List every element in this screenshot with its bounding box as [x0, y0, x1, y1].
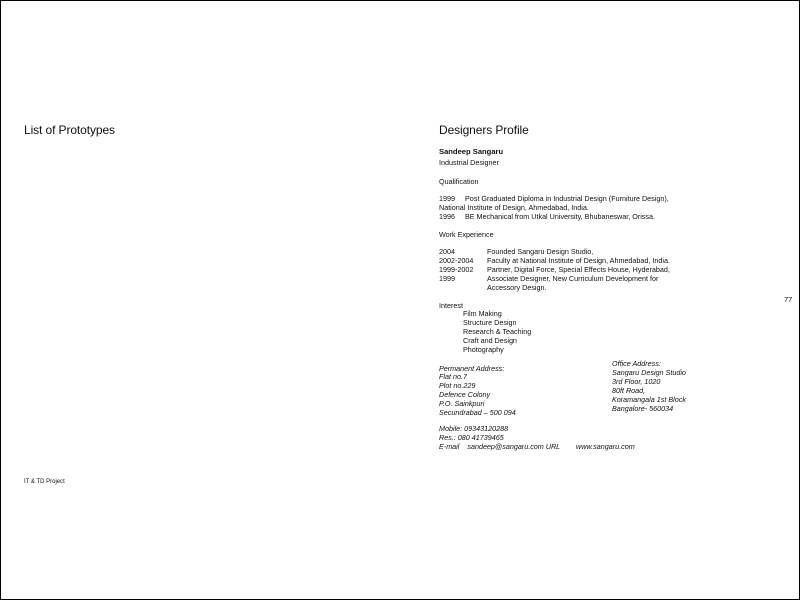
interest-heading: Interest [439, 301, 463, 310]
interest-item: Craft and Design [463, 336, 517, 345]
experience-text: Partner, Digital Force, Special Effects House, Hyderabad, [487, 265, 670, 274]
interest-list [439, 309, 531, 354]
experience-text: Associate Designer, New Curriculum Development for [487, 274, 659, 283]
interest-item: Research & Teaching [463, 327, 532, 336]
left-page-title: List of Prototypes [24, 123, 115, 137]
address-line: Koramangala 1st Block [612, 395, 686, 404]
experience-years: 2004 [439, 247, 455, 256]
right-page-title: Designers Profile [439, 123, 529, 137]
address-line: Secundrabad – 500 094 [439, 408, 516, 417]
qualification-list [439, 194, 669, 221]
contact-info [439, 424, 635, 451]
address-line: 3rd Floor, 1020 [612, 377, 661, 386]
experience-years: 1999-2002 [439, 265, 474, 274]
experience-text: Founded Sangaru Design Studio, [487, 247, 594, 256]
permanent-address [439, 372, 516, 417]
experience-item [439, 283, 679, 292]
experience-years: 2002-2004 [439, 256, 474, 265]
address-line: Plot no.229 [439, 381, 476, 390]
experience-years: 1999 [439, 274, 455, 283]
left-page-footer: IT & TD Project [24, 479, 65, 485]
address-line: Defence Colony [439, 390, 491, 399]
office-address-heading: Office Address: [612, 359, 661, 368]
address-line: P.O. Sainkpuri [439, 399, 485, 408]
address-line: Sangaru Design Studio [612, 368, 686, 377]
experience-item [439, 247, 679, 256]
interest-item: Structure Design [463, 318, 517, 327]
qualification-heading: Qualification [439, 177, 479, 186]
permanent-address-heading: Permanent Address: [439, 364, 505, 373]
qualification-line: 1999 Post Graduated Diploma in Industrial Design (Furniture Design), [439, 194, 669, 203]
experience-text: Faculty at National Institute of Design, Ahmedabad, India. [487, 256, 670, 265]
office-address [612, 368, 686, 413]
interest-item: Photography [463, 345, 504, 354]
designer-name: Sandeep Sangaru [439, 147, 504, 156]
page-number: 77 [784, 295, 793, 304]
experience-item [439, 265, 679, 274]
interest-item: Film Making [463, 309, 502, 318]
address-line: Flat no.7 [439, 372, 467, 381]
experience-item [439, 274, 679, 283]
work-experience-heading: Work Experience [439, 230, 494, 239]
designer-role: Industrial Designer [439, 158, 499, 167]
email-and-url: E-mail sandeep@sangaru.com URL www.sangaru.com [439, 442, 635, 451]
experience-text: Accessory Design. [487, 283, 547, 292]
residence-number: Res.: 080 41739465 [439, 433, 504, 442]
address-line: 80ft Road, [612, 386, 646, 395]
mobile-number: Mobile: 09343120288 [439, 424, 509, 433]
work-experience-list [439, 247, 679, 292]
qualification-line: 1996 BE Mechanical from Utkal University, Bhubaneswar, Orissa. [439, 212, 655, 221]
address-line: Bangalore- 560034 [612, 404, 674, 413]
experience-item [439, 256, 679, 265]
qualification-line: National Institute of Design, Ahmedabad, India. [439, 203, 589, 212]
